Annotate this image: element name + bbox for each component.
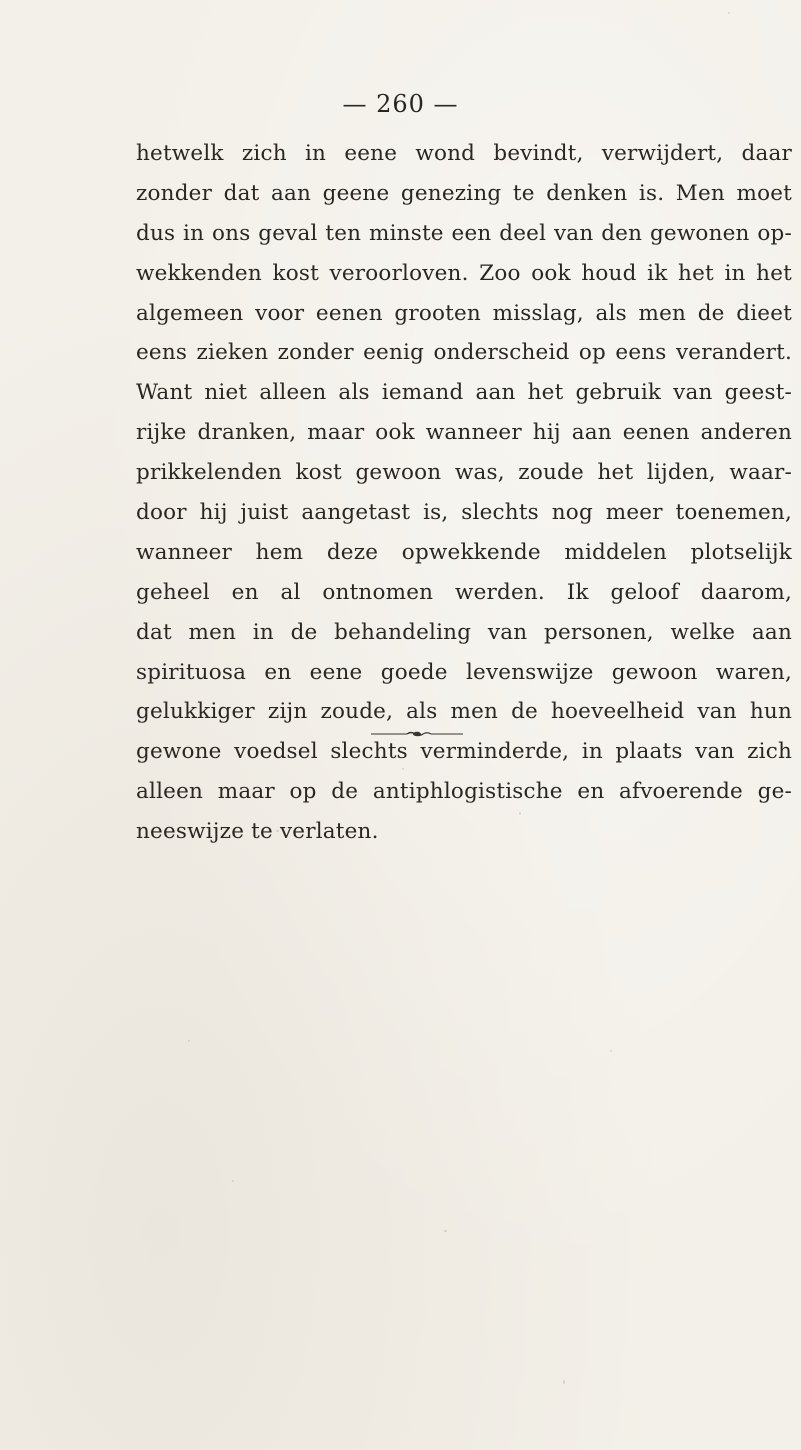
text-line: rijke dranken, maar ook wanneer hij aan eenen anderen	[136, 420, 792, 446]
text-line-last: neeswijze te verlaten.	[136, 819, 379, 845]
text-line: gelukkiger zijn zoude, als men de hoeveelheid van hun	[136, 699, 792, 725]
text-line: alleen maar op de antiphlogistische en afvoerende ge-	[136, 779, 792, 805]
text-line: door hij juist aangetast is, slechts nog meer toenemen,	[136, 500, 792, 526]
text-line: spirituosa en eene goede levenswijze gewoon waren,	[136, 659, 792, 685]
decorative-rule-icon	[371, 730, 463, 738]
text-line: zonder dat aan geene genezing te denken is. Men moet	[136, 180, 792, 206]
text-line: hetwelk zich in eene wond bevindt, verwijdert, daar	[136, 141, 792, 166]
text-line: dat men in de behandeling van personen, welke aan	[136, 619, 792, 645]
text-line: eens zieken zonder eenig onderscheid op eens verandert.	[136, 340, 792, 366]
text-line: Want niet alleen als iemand aan het gebruik van geest-	[136, 380, 792, 406]
body-text	[136, 134, 792, 852]
text-line: geheel en al ontnomen werden. Ik geloof daarom,	[136, 579, 792, 605]
text-line: gewone voedsel slechts verminderde, in plaats van zich	[136, 739, 792, 765]
page-number: — 260 —	[342, 90, 459, 118]
text-line: wanneer hem deze opwekkende middelen plotselijk	[136, 539, 792, 565]
text-line: wekkenden kost veroorloven. Zoo ook houd ik het in het	[136, 260, 792, 286]
text-line: algemeen voor eenen grooten misslag, als men de dieet	[136, 300, 792, 326]
text-line: prikkelenden kost gewoon was, zoude het lijden, waar-	[136, 460, 792, 486]
text-line: dus in ons geval ten minste een deel van den gewonen op-	[136, 220, 792, 246]
